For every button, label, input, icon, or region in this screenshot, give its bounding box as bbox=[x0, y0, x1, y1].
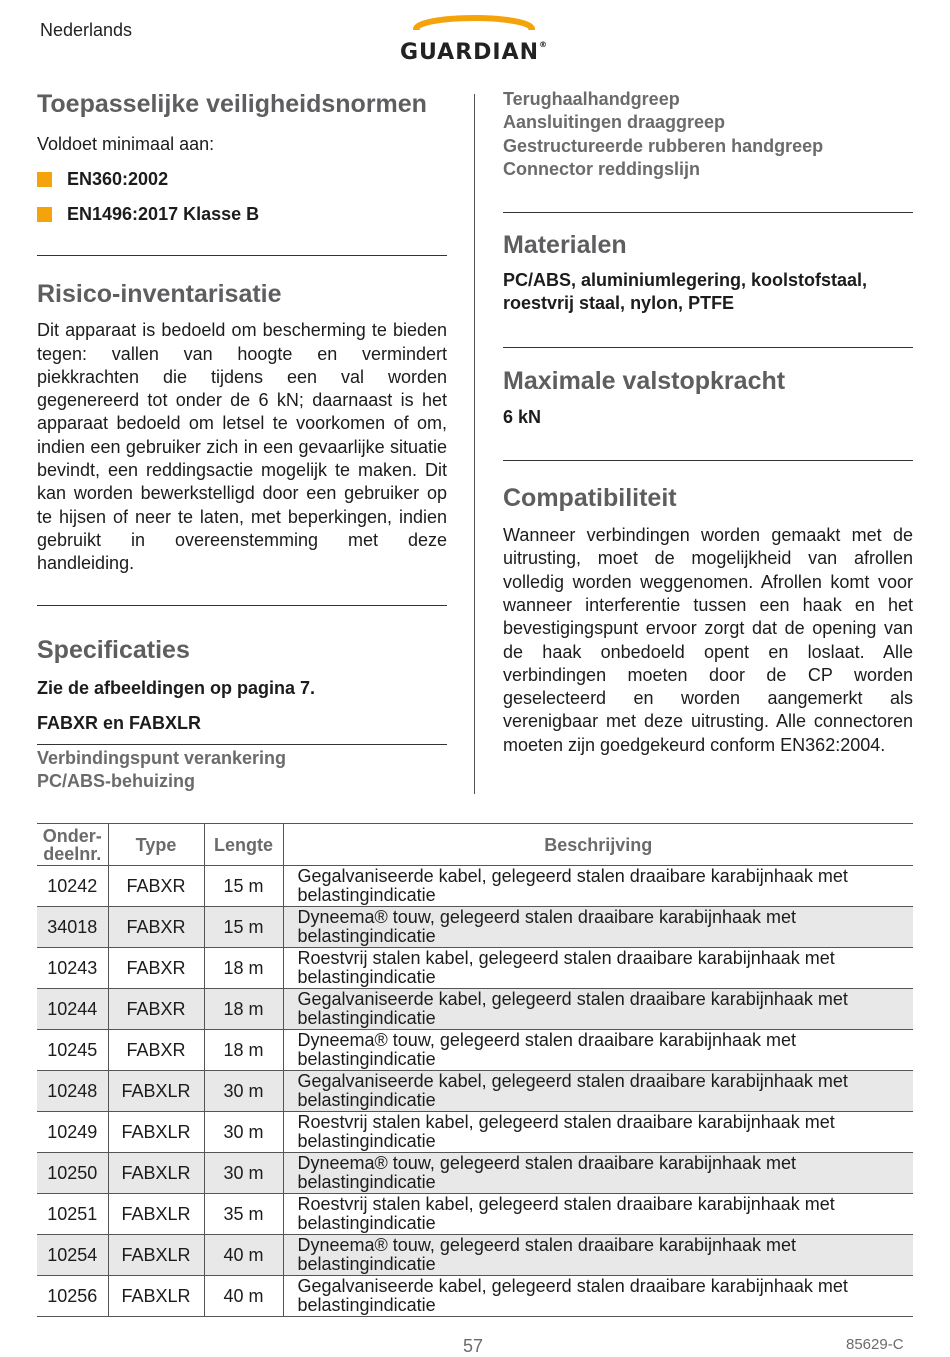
description-cell bbox=[283, 1112, 913, 1153]
part-number-cell: 34018 bbox=[37, 907, 108, 948]
description-line: belastingindicatie bbox=[297, 1295, 436, 1315]
description-cell bbox=[283, 907, 913, 948]
parts-list-item: Connector reddingslijn bbox=[503, 158, 701, 179]
description-line: Gegalvaniseerde kabel, gelegeerd stalen draaibare karabijnhaak met bbox=[297, 1071, 848, 1091]
document-code: 85629-C bbox=[846, 1336, 904, 1353]
description-cell bbox=[283, 1071, 913, 1112]
section-divider bbox=[503, 460, 913, 461]
description-cell bbox=[283, 948, 913, 989]
materials-heading: Materialen bbox=[503, 231, 627, 260]
language-label: Nederlands bbox=[40, 20, 133, 40]
description-line: belastingindicatie bbox=[297, 1090, 436, 1110]
risk-body: Dit apparaat is bedoeld om bescherming te bieden tegen: vallen van hoogte en vermindert piekkrachten die tijdens een val worden gegenereerd tot onder de 6 kN; daarnaast is het apparaat bedoeld om letsel te voorkomen of om, indien een gebruiker zich in een gevaarlijke situatie bevindt, een reddingsactie mogelijk te maken. Dit kan worden bewerkstelligd door een gebruiker op te hijsen of neer te laten, met beperkingen, indien gebruikt in overeenstemming met deze handleiding. bbox=[37, 320, 447, 574]
table-row bbox=[37, 948, 913, 989]
parts-list-item: Terughaalhandgreep bbox=[503, 89, 680, 109]
parts-list-item: Aansluitingen draaggreep bbox=[503, 112, 726, 133]
page-number: 57 bbox=[463, 1336, 484, 1356]
description-cell bbox=[283, 1030, 913, 1071]
left-column bbox=[37, 90, 447, 794]
parts-table bbox=[37, 823, 913, 1317]
max-force-heading: Maximale valstopkracht bbox=[503, 366, 786, 395]
right-column bbox=[503, 88, 913, 757]
type-cell: FABXLR bbox=[108, 1071, 204, 1112]
length-cell: 40 m bbox=[204, 1276, 283, 1317]
standards-list bbox=[37, 162, 447, 232]
standards-heading: Toepasselijke veiligheidsnormen bbox=[37, 90, 427, 118]
table-row bbox=[37, 1235, 913, 1276]
table-header-row bbox=[37, 824, 913, 866]
part-number-cell: 10254 bbox=[37, 1235, 108, 1276]
length-cell: 30 m bbox=[204, 1071, 283, 1112]
part-number-cell: 10244 bbox=[37, 989, 108, 1030]
compat-body: Wanneer verbindingen worden gemaakt met de uitrusting, moet de mogelijkheid van afrollen volledig worden weggenomen. Afrollen komt voor wanneer interferentie tussen een haak en het bevestigingspunt ervoor zorgt dat de opening van de haak onbedoeld opent en loslaat. Alle verbindingen moeten door de CP worden geselecteerd en worden aangemerkt als verenigbaar met deze uitrusting. Alle connectoren moeten zijn goedgekeurd conform EN362:2004. bbox=[503, 525, 913, 755]
part-number-cell: 10242 bbox=[37, 866, 108, 907]
type-cell: FABXR bbox=[108, 989, 204, 1030]
parts-list-continued bbox=[503, 88, 913, 181]
description-line: Dyneema® touw, gelegeerd stalen draaibare karabijnhaak met bbox=[297, 1030, 797, 1050]
part-number-cell: 10243 bbox=[37, 948, 108, 989]
header-description: Beschrijving bbox=[283, 824, 913, 866]
description-line: belastingindicatie bbox=[297, 1049, 436, 1069]
description-line: Dyneema® touw, gelegeerd stalen draaibare karabijnhaak met bbox=[297, 1235, 797, 1255]
square-bullet-icon bbox=[37, 207, 52, 222]
type-cell: FABXLR bbox=[108, 1276, 204, 1317]
description-line: Roestvrij stalen kabel, gelegeerd stalen draaibare karabijnhaak met bbox=[297, 1112, 835, 1132]
description-cell bbox=[283, 866, 913, 907]
section-divider bbox=[37, 255, 447, 256]
header-length: Lengte bbox=[204, 824, 283, 866]
specs-see-images: Zie de afbeeldingen op pagina 7. bbox=[37, 677, 316, 698]
description-line: belastingindicatie bbox=[297, 1131, 436, 1151]
section-divider bbox=[37, 744, 447, 745]
table-row bbox=[37, 1153, 913, 1194]
column-divider bbox=[474, 94, 475, 794]
parts-list-item: Gestructureerde rubberen handgreep bbox=[503, 135, 824, 156]
parts-list-item: Verbindingspunt verankering bbox=[37, 748, 287, 769]
part-number-cell: 10250 bbox=[37, 1153, 108, 1194]
type-cell: FABXR bbox=[108, 907, 204, 948]
description-line: Dyneema® touw, gelegeerd stalen draaibare karabijnhaak met bbox=[297, 907, 797, 927]
type-cell: FABXR bbox=[108, 1030, 204, 1071]
description-line: belastingindicatie bbox=[297, 926, 436, 946]
max-force-value: 6 kN bbox=[503, 406, 542, 427]
description-line: Roestvrij stalen kabel, gelegeerd stalen draaibare karabijnhaak met bbox=[297, 1194, 835, 1214]
length-cell: 40 m bbox=[204, 1235, 283, 1276]
length-cell: 30 m bbox=[204, 1112, 283, 1153]
description-cell bbox=[283, 1276, 913, 1317]
part-number-cell: 10256 bbox=[37, 1276, 108, 1317]
header-type: Type bbox=[108, 824, 204, 866]
section-divider bbox=[503, 347, 913, 348]
parts-list bbox=[37, 747, 447, 794]
description-cell bbox=[283, 1153, 913, 1194]
compat-heading: Compatibiliteit bbox=[503, 484, 677, 513]
part-number-cell: 10249 bbox=[37, 1112, 108, 1153]
description-line: belastingindicatie bbox=[297, 1172, 436, 1192]
description-line: belastingindicatie bbox=[297, 885, 436, 905]
length-cell: 15 m bbox=[204, 907, 283, 948]
table-row bbox=[37, 1194, 913, 1235]
part-number-cell: 10245 bbox=[37, 1030, 108, 1071]
standards-intro: Voldoet minimaal aan: bbox=[37, 134, 215, 154]
table-row bbox=[37, 1112, 913, 1153]
section-divider bbox=[503, 212, 913, 213]
specs-models: FABXR en FABXLR bbox=[37, 712, 202, 733]
specs-heading: Specificaties bbox=[37, 635, 190, 664]
square-bullet-icon bbox=[37, 172, 52, 187]
length-cell: 18 m bbox=[204, 989, 283, 1030]
description-line: belastingindicatie bbox=[297, 967, 436, 987]
risk-heading: Risico-inventarisatie bbox=[37, 280, 282, 309]
description-line: belastingindicatie bbox=[297, 1213, 436, 1233]
description-cell bbox=[283, 1194, 913, 1235]
header-part-number: Onder- deelnr. bbox=[37, 824, 108, 866]
standards-item: EN1496:2017 Klasse B bbox=[37, 197, 447, 232]
standards-item: EN360:2002 bbox=[37, 162, 447, 197]
description-line: Gegalvaniseerde kabel, gelegeerd stalen draaibare karabijnhaak met bbox=[297, 866, 848, 886]
type-cell: FABXLR bbox=[108, 1153, 204, 1194]
type-cell: FABXLR bbox=[108, 1112, 204, 1153]
guardian-logo bbox=[384, 14, 564, 66]
table-row bbox=[37, 1030, 913, 1071]
parts-list-item: PC/ABS-behuizing bbox=[37, 771, 195, 792]
description-line: belastingindicatie bbox=[297, 1008, 436, 1028]
materials-body: PC/ABS, aluminiumlegering, koolstofstaal, roestvrij staal, nylon, PTFE bbox=[503, 270, 868, 314]
length-cell: 30 m bbox=[204, 1153, 283, 1194]
length-cell: 35 m bbox=[204, 1194, 283, 1235]
length-cell: 18 m bbox=[204, 948, 283, 989]
description-cell bbox=[283, 1235, 913, 1276]
type-cell: FABXLR bbox=[108, 1235, 204, 1276]
table-row bbox=[37, 866, 913, 907]
length-cell: 15 m bbox=[204, 866, 283, 907]
type-cell: FABXR bbox=[108, 948, 204, 989]
section-divider bbox=[37, 605, 447, 606]
table-row bbox=[37, 989, 913, 1030]
length-cell: 18 m bbox=[204, 1030, 283, 1071]
type-cell: FABXLR bbox=[108, 1194, 204, 1235]
description-line: Dyneema® touw, gelegeerd stalen draaibare karabijnhaak met bbox=[297, 1153, 797, 1173]
description-line: Gegalvaniseerde kabel, gelegeerd stalen draaibare karabijnhaak met bbox=[297, 1276, 848, 1296]
type-cell: FABXR bbox=[108, 866, 204, 907]
description-cell bbox=[283, 989, 913, 1030]
part-number-cell: 10248 bbox=[37, 1071, 108, 1112]
table-row bbox=[37, 1071, 913, 1112]
description-line: Gegalvaniseerde kabel, gelegeerd stalen draaibare karabijnhaak met bbox=[297, 989, 848, 1009]
logo-wordmark: GUARDIAN® bbox=[399, 40, 549, 65]
table-row bbox=[37, 1276, 913, 1317]
description-line: Roestvrij stalen kabel, gelegeerd stalen draaibare karabijnhaak met bbox=[297, 948, 835, 968]
part-number-cell: 10251 bbox=[37, 1194, 108, 1235]
table-row bbox=[37, 907, 913, 948]
description-line: belastingindicatie bbox=[297, 1254, 436, 1274]
